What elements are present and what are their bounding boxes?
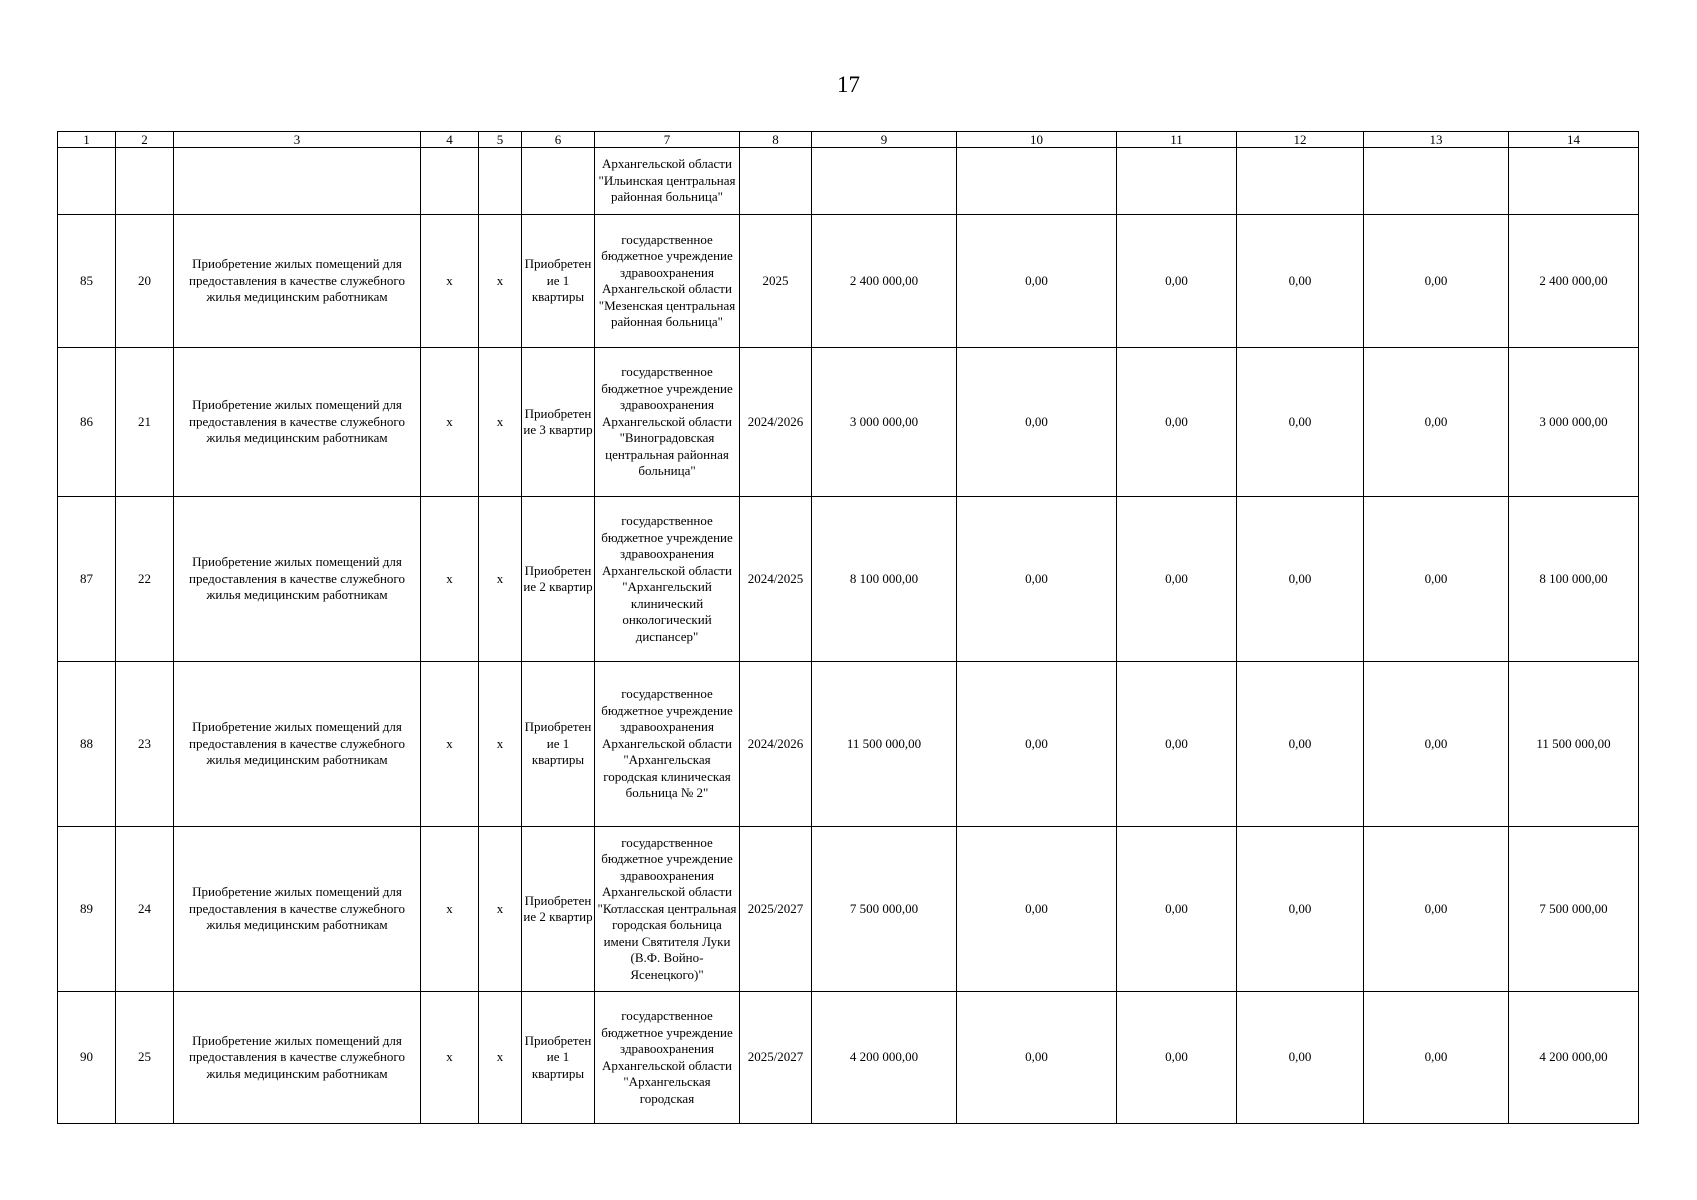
cell-col4: x bbox=[421, 348, 479, 497]
cell-col4: x bbox=[421, 992, 479, 1124]
value-cell: 0,00 bbox=[957, 827, 1117, 992]
page-number: 17 bbox=[837, 72, 860, 97]
period-cell: 2024/2025 bbox=[740, 497, 812, 662]
value-cell: 0,00 bbox=[1117, 215, 1237, 348]
value-cell: 0,00 bbox=[1117, 827, 1237, 992]
cell-col4 bbox=[421, 148, 479, 215]
total-cell: 3 000 000,00 bbox=[1509, 348, 1639, 497]
description-cell bbox=[174, 148, 421, 215]
sub-number-cell: 20 bbox=[116, 215, 174, 348]
column-header: 3 bbox=[174, 132, 421, 148]
period-cell: 2025 bbox=[740, 215, 812, 348]
sub-number-cell: 24 bbox=[116, 827, 174, 992]
column-number-row bbox=[58, 132, 1639, 148]
value-cell: 0,00 bbox=[1237, 215, 1364, 348]
value-cell: 0,00 bbox=[1364, 348, 1509, 497]
sub-number-cell: 25 bbox=[116, 992, 174, 1124]
institution-cell: Архангельской области "Ильинская центральная районная больница" bbox=[595, 148, 740, 215]
value-cell: 0,00 bbox=[1364, 497, 1509, 662]
table-row bbox=[58, 992, 1639, 1124]
value-cell: 0,00 bbox=[1237, 827, 1364, 992]
institution-cell: государственное бюджетное учреждение здравоохранения Архангельской области "Архангельский клинический онкологический диспансер" bbox=[595, 497, 740, 662]
table-row bbox=[58, 148, 1639, 215]
column-header: 8 bbox=[740, 132, 812, 148]
table-row bbox=[58, 827, 1639, 992]
period-cell: 2025/2027 bbox=[740, 827, 812, 992]
value-cell: 0,00 bbox=[957, 662, 1117, 827]
value-cell: 0,00 bbox=[957, 348, 1117, 497]
cell-col5: x bbox=[479, 992, 522, 1124]
total-cell: 4 200 000,00 bbox=[1509, 992, 1639, 1124]
column-header: 12 bbox=[1237, 132, 1364, 148]
table-row bbox=[58, 348, 1639, 497]
column-header: 7 bbox=[595, 132, 740, 148]
table-row bbox=[58, 215, 1639, 348]
row-number-cell: 85 bbox=[58, 215, 116, 348]
value-cell: 0,00 bbox=[1117, 662, 1237, 827]
table-row bbox=[58, 662, 1639, 827]
result-cell: Приобретение 3 квартир bbox=[522, 348, 595, 497]
value-cell: 0,00 bbox=[1237, 497, 1364, 662]
description-cell: Приобретение жилых помещений для предоставления в качестве служебного жилья медицинским работникам bbox=[174, 662, 421, 827]
amount-cell: 2 400 000,00 bbox=[812, 215, 957, 348]
column-header: 1 bbox=[58, 132, 116, 148]
period-cell: 2025/2027 bbox=[740, 992, 812, 1124]
period-cell: 2024/2026 bbox=[740, 662, 812, 827]
row-number-cell bbox=[58, 148, 116, 215]
column-header: 4 bbox=[421, 132, 479, 148]
row-number-cell: 89 bbox=[58, 827, 116, 992]
cell-col4: x bbox=[421, 662, 479, 827]
period-cell bbox=[740, 148, 812, 215]
total-cell: 7 500 000,00 bbox=[1509, 827, 1639, 992]
row-number-cell: 88 bbox=[58, 662, 116, 827]
result-cell: Приобретение 1 квартиры bbox=[522, 992, 595, 1124]
value-cell: 0,00 bbox=[1117, 348, 1237, 497]
result-cell: Приобретение 2 квартир bbox=[522, 827, 595, 992]
cell-col5: x bbox=[479, 662, 522, 827]
sub-number-cell: 23 bbox=[116, 662, 174, 827]
sub-number-cell: 22 bbox=[116, 497, 174, 662]
amount-cell bbox=[812, 148, 957, 215]
value-cell bbox=[957, 148, 1117, 215]
total-cell: 11 500 000,00 bbox=[1509, 662, 1639, 827]
description-cell: Приобретение жилых помещений для предоставления в качестве служебного жилья медицинским работникам bbox=[174, 827, 421, 992]
row-number-cell: 90 bbox=[58, 992, 116, 1124]
value-cell bbox=[1237, 148, 1364, 215]
sub-number-cell bbox=[116, 148, 174, 215]
description-cell: Приобретение жилых помещений для предоставления в качестве служебного жилья медицинским работникам bbox=[174, 348, 421, 497]
result-cell: Приобретение 1 квартиры bbox=[522, 662, 595, 827]
value-cell: 0,00 bbox=[1237, 348, 1364, 497]
value-cell: 0,00 bbox=[1364, 827, 1509, 992]
result-cell: Приобретение 1 квартиры bbox=[522, 215, 595, 348]
column-header: 5 bbox=[479, 132, 522, 148]
total-cell: 8 100 000,00 bbox=[1509, 497, 1639, 662]
amount-cell: 7 500 000,00 bbox=[812, 827, 957, 992]
amount-cell: 8 100 000,00 bbox=[812, 497, 957, 662]
institution-cell: государственное бюджетное учреждение здравоохранения Архангельской области "Архангельская городская клиническая больница № 2" bbox=[595, 662, 740, 827]
cell-col5: x bbox=[479, 348, 522, 497]
value-cell: 0,00 bbox=[1117, 497, 1237, 662]
value-cell: 0,00 bbox=[957, 992, 1117, 1124]
description-cell: Приобретение жилых помещений для предоставления в качестве служебного жилья медицинским работникам bbox=[174, 497, 421, 662]
cell-col4: x bbox=[421, 497, 479, 662]
cell-col5: x bbox=[479, 827, 522, 992]
description-cell: Приобретение жилых помещений для предоставления в качестве служебного жилья медицинским работникам bbox=[174, 992, 421, 1124]
cell-col4: x bbox=[421, 215, 479, 348]
result-cell bbox=[522, 148, 595, 215]
value-cell: 0,00 bbox=[1364, 215, 1509, 348]
column-header: 6 bbox=[522, 132, 595, 148]
amount-cell: 4 200 000,00 bbox=[812, 992, 957, 1124]
column-header: 10 bbox=[957, 132, 1117, 148]
amount-cell: 11 500 000,00 bbox=[812, 662, 957, 827]
value-cell bbox=[1117, 148, 1237, 215]
value-cell: 0,00 bbox=[1237, 662, 1364, 827]
row-number-cell: 86 bbox=[58, 348, 116, 497]
column-header: 2 bbox=[116, 132, 174, 148]
institution-cell: государственное бюджетное учреждение здравоохранения Архангельской области "Виноградовская центральная районная больница" bbox=[595, 348, 740, 497]
institution-cell: государственное бюджетное учреждение здравоохранения Архангельской области "Котласская центральная городская больница имени Святителя Луки (В.Ф. Войно-Ясенецкого)" bbox=[595, 827, 740, 992]
total-cell: 2 400 000,00 bbox=[1509, 215, 1639, 348]
column-header: 13 bbox=[1364, 132, 1509, 148]
institution-cell: государственное бюджетное учреждение здравоохранения Архангельской области "Архангельская городская bbox=[595, 992, 740, 1124]
value-cell: 0,00 bbox=[1117, 992, 1237, 1124]
value-cell: 0,00 bbox=[1364, 662, 1509, 827]
sub-number-cell: 21 bbox=[116, 348, 174, 497]
column-header: 9 bbox=[812, 132, 957, 148]
cell-col4: x bbox=[421, 827, 479, 992]
value-cell bbox=[1364, 148, 1509, 215]
amount-cell: 3 000 000,00 bbox=[812, 348, 957, 497]
description-cell: Приобретение жилых помещений для предоставления в качестве служебного жилья медицинским работникам bbox=[174, 215, 421, 348]
cell-col5 bbox=[479, 148, 522, 215]
cell-col5: x bbox=[479, 215, 522, 348]
institution-cell: государственное бюджетное учреждение здравоохранения Архангельской области "Мезенская центральная районная больница" bbox=[595, 215, 740, 348]
period-cell: 2024/2026 bbox=[740, 348, 812, 497]
cell-col5: x bbox=[479, 497, 522, 662]
row-number-cell: 87 bbox=[58, 497, 116, 662]
result-cell: Приобретение 2 квартир bbox=[522, 497, 595, 662]
value-cell: 0,00 bbox=[957, 215, 1117, 348]
value-cell: 0,00 bbox=[1364, 992, 1509, 1124]
total-cell bbox=[1509, 148, 1639, 215]
table-row bbox=[58, 497, 1639, 662]
data-table bbox=[57, 131, 1639, 1124]
column-header: 11 bbox=[1117, 132, 1237, 148]
column-header: 14 bbox=[1509, 132, 1639, 148]
value-cell: 0,00 bbox=[957, 497, 1117, 662]
value-cell: 0,00 bbox=[1237, 992, 1364, 1124]
